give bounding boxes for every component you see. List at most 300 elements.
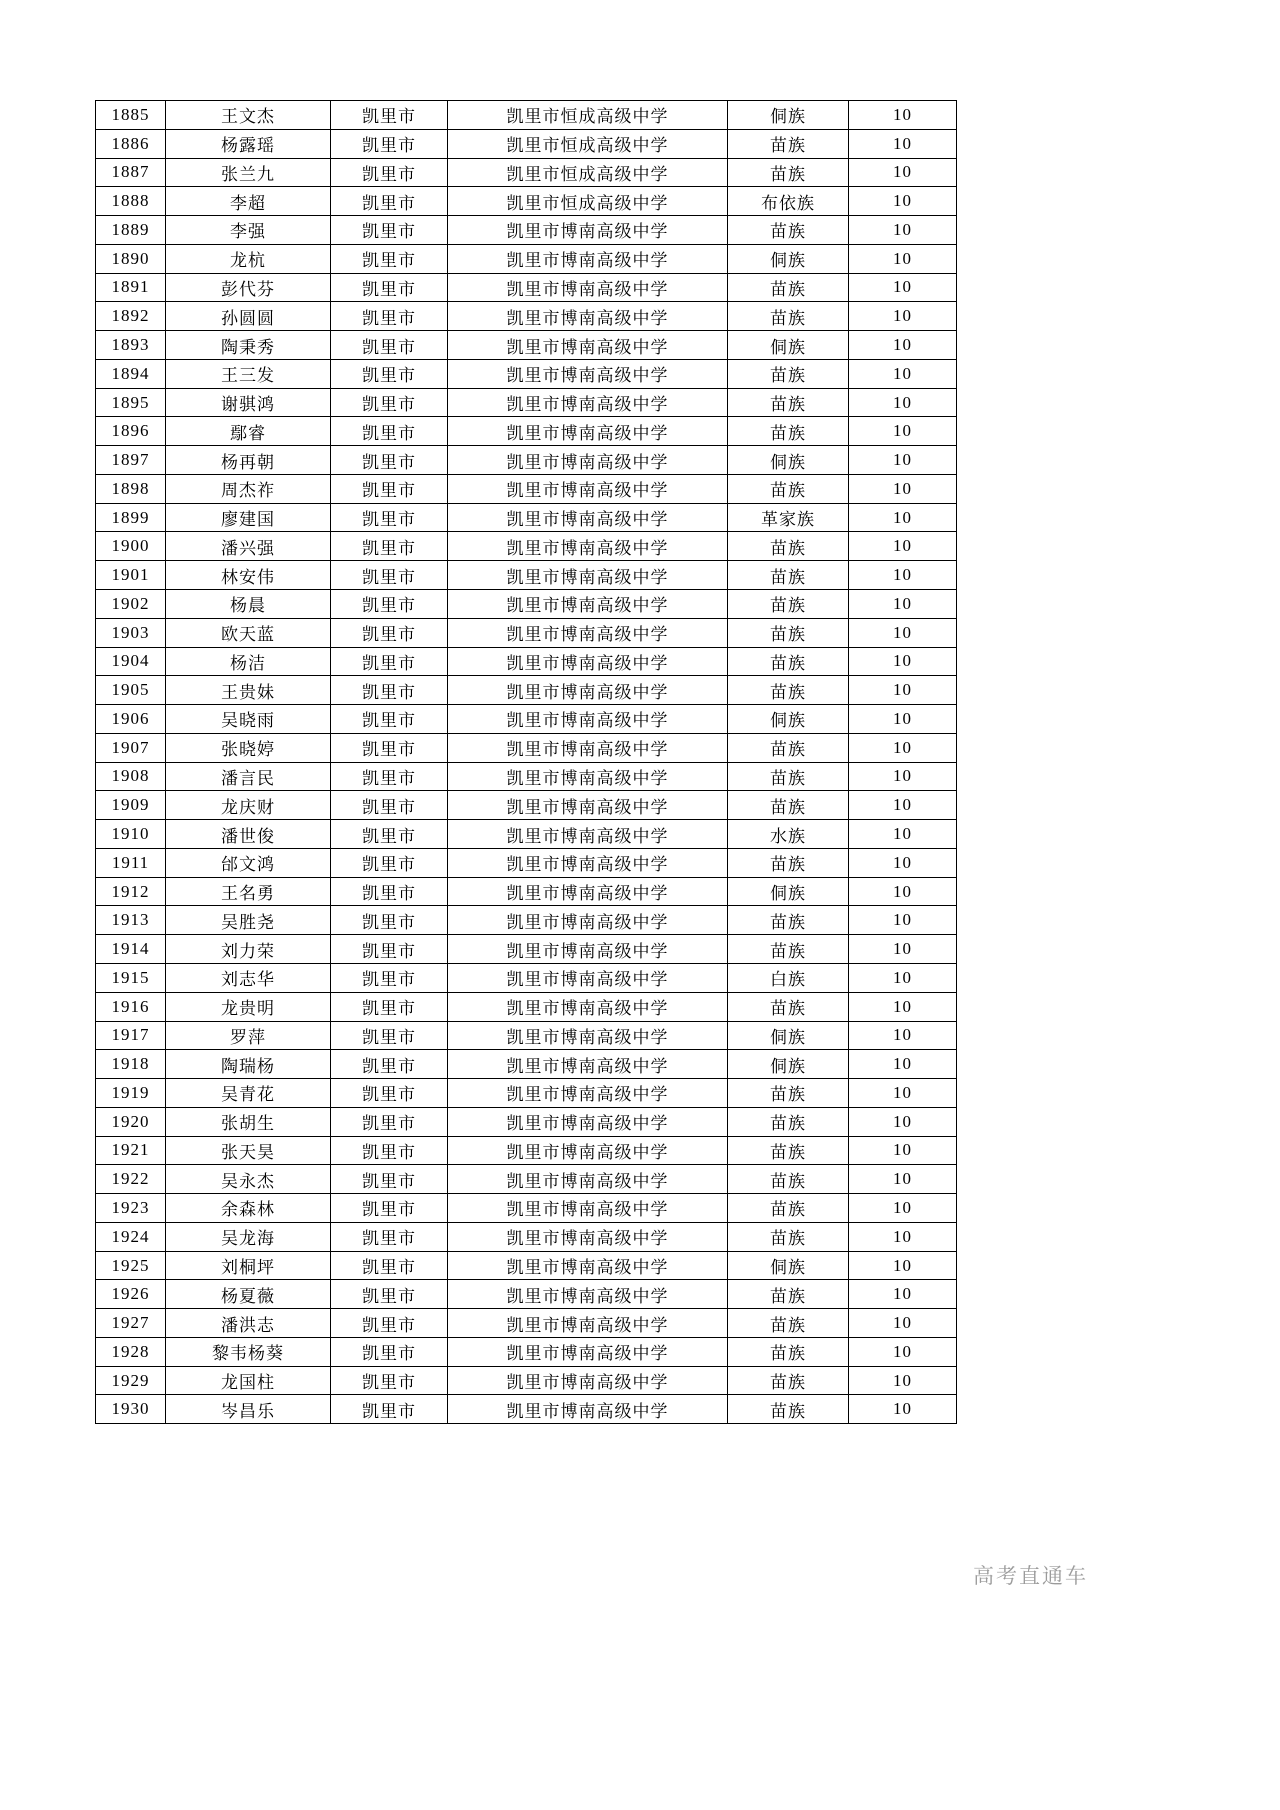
cell-id: 1894 [96,359,166,388]
table-row [96,302,957,331]
cell-name: 张兰九 [166,158,331,187]
table-row [96,1337,957,1366]
cell-ethnicity: 苗族 [728,762,849,791]
cell-ethnicity: 苗族 [728,129,849,158]
cell-name: 吴龙海 [166,1222,331,1251]
cell-name: 吴胜尧 [166,906,331,935]
table-row [96,1395,957,1424]
cell-id: 1904 [96,647,166,676]
table-row [96,446,957,475]
cell-score: 10 [849,158,957,187]
cell-ethnicity: 苗族 [728,1194,849,1223]
cell-city: 凯里市 [331,359,448,388]
cell-school: 凯里市博南高级中学 [448,417,728,446]
table-row [96,1021,957,1050]
cell-school: 凯里市博南高级中学 [448,1222,728,1251]
cell-ethnicity: 苗族 [728,417,849,446]
cell-score: 10 [849,1395,957,1424]
cell-ethnicity: 苗族 [728,302,849,331]
cell-id: 1916 [96,992,166,1021]
cell-ethnicity: 苗族 [728,273,849,302]
cell-id: 1915 [96,963,166,992]
table-row [96,590,957,619]
cell-id: 1930 [96,1395,166,1424]
cell-score: 10 [849,963,957,992]
cell-school: 凯里市博南高级中学 [448,762,728,791]
cell-score: 10 [849,733,957,762]
cell-id: 1912 [96,877,166,906]
cell-ethnicity: 革家族 [728,503,849,532]
cell-city: 凯里市 [331,935,448,964]
table-row [96,187,957,216]
cell-city: 凯里市 [331,1165,448,1194]
table-row [96,244,957,273]
cell-id: 1905 [96,676,166,705]
student-table-body [96,101,957,1424]
cell-city: 凯里市 [331,417,448,446]
cell-ethnicity: 苗族 [728,1309,849,1338]
cell-school: 凯里市恒成高级中学 [448,158,728,187]
cell-score: 10 [849,503,957,532]
cell-name: 龙庆财 [166,791,331,820]
cell-score: 10 [849,561,957,590]
cell-city: 凯里市 [331,302,448,331]
cell-score: 10 [849,676,957,705]
cell-id: 1897 [96,446,166,475]
cell-school: 凯里市博南高级中学 [448,820,728,849]
cell-score: 10 [849,647,957,676]
cell-ethnicity: 苗族 [728,1366,849,1395]
table-row [96,1136,957,1165]
cell-school: 凯里市博南高级中学 [448,1050,728,1079]
cell-name: 龙杭 [166,244,331,273]
cell-id: 1896 [96,417,166,446]
cell-city: 凯里市 [331,791,448,820]
cell-id: 1909 [96,791,166,820]
table-row [96,1366,957,1395]
cell-name: 陶秉秀 [166,331,331,360]
table-row [96,848,957,877]
table-row [96,791,957,820]
cell-id: 1893 [96,331,166,360]
cell-score: 10 [849,417,957,446]
cell-city: 凯里市 [331,503,448,532]
cell-score: 10 [849,1309,957,1338]
cell-ethnicity: 苗族 [728,906,849,935]
cell-school: 凯里市博南高级中学 [448,733,728,762]
cell-name: 彭代芬 [166,273,331,302]
cell-school: 凯里市博南高级中学 [448,1337,728,1366]
cell-score: 10 [849,1050,957,1079]
cell-score: 10 [849,101,957,130]
cell-ethnicity: 苗族 [728,1395,849,1424]
cell-score: 10 [849,244,957,273]
cell-city: 凯里市 [331,963,448,992]
cell-name: 刘志华 [166,963,331,992]
cell-city: 凯里市 [331,618,448,647]
cell-name: 鄢睿 [166,417,331,446]
cell-score: 10 [849,590,957,619]
cell-city: 凯里市 [331,705,448,734]
cell-name: 李超 [166,187,331,216]
cell-ethnicity: 苗族 [728,158,849,187]
table-row [96,561,957,590]
cell-school: 凯里市博南高级中学 [448,302,728,331]
cell-name: 潘洪志 [166,1309,331,1338]
cell-id: 1918 [96,1050,166,1079]
cell-city: 凯里市 [331,1021,448,1050]
cell-school: 凯里市博南高级中学 [448,1021,728,1050]
cell-ethnicity: 苗族 [728,590,849,619]
cell-ethnicity: 侗族 [728,446,849,475]
cell-ethnicity: 苗族 [728,216,849,245]
cell-name: 岑昌乐 [166,1395,331,1424]
cell-id: 1900 [96,532,166,561]
table-row [96,1222,957,1251]
cell-id: 1913 [96,906,166,935]
cell-school: 凯里市博南高级中学 [448,647,728,676]
cell-school: 凯里市博南高级中学 [448,877,728,906]
cell-score: 10 [849,331,957,360]
cell-name: 潘世俊 [166,820,331,849]
cell-score: 10 [849,618,957,647]
table-row [96,1309,957,1338]
cell-name: 谢骐鸿 [166,388,331,417]
cell-score: 10 [849,906,957,935]
cell-city: 凯里市 [331,590,448,619]
cell-name: 杨夏薇 [166,1280,331,1309]
cell-ethnicity: 苗族 [728,532,849,561]
cell-school: 凯里市博南高级中学 [448,1136,728,1165]
cell-score: 10 [849,1021,957,1050]
cell-name: 陶瑞杨 [166,1050,331,1079]
table-row [96,820,957,849]
table-row [96,1165,957,1194]
cell-id: 1902 [96,590,166,619]
cell-id: 1906 [96,705,166,734]
cell-city: 凯里市 [331,1395,448,1424]
cell-school: 凯里市博南高级中学 [448,273,728,302]
cell-id: 1911 [96,848,166,877]
cell-school: 凯里市博南高级中学 [448,216,728,245]
cell-city: 凯里市 [331,388,448,417]
cell-school: 凯里市博南高级中学 [448,906,728,935]
cell-school: 凯里市博南高级中学 [448,963,728,992]
cell-school: 凯里市博南高级中学 [448,705,728,734]
cell-school: 凯里市博南高级中学 [448,1079,728,1108]
cell-school: 凯里市恒成高级中学 [448,101,728,130]
cell-ethnicity: 苗族 [728,1136,849,1165]
cell-city: 凯里市 [331,1194,448,1223]
cell-city: 凯里市 [331,331,448,360]
cell-city: 凯里市 [331,1309,448,1338]
cell-score: 10 [849,1337,957,1366]
cell-score: 10 [849,992,957,1021]
cell-ethnicity: 苗族 [728,359,849,388]
cell-ethnicity: 苗族 [728,992,849,1021]
cell-school: 凯里市博南高级中学 [448,1309,728,1338]
cell-name: 杨再朝 [166,446,331,475]
cell-name: 廖建国 [166,503,331,532]
cell-ethnicity: 布依族 [728,187,849,216]
table-row [96,388,957,417]
cell-id: 1885 [96,101,166,130]
cell-city: 凯里市 [331,647,448,676]
cell-score: 10 [849,705,957,734]
table-row [96,676,957,705]
cell-school: 凯里市博南高级中学 [448,992,728,1021]
table-row [96,1107,957,1136]
cell-id: 1914 [96,935,166,964]
cell-school: 凯里市博南高级中学 [448,1194,728,1223]
cell-school: 凯里市博南高级中学 [448,1395,728,1424]
cell-score: 10 [849,1222,957,1251]
cell-ethnicity: 苗族 [728,1337,849,1366]
cell-name: 周杰祚 [166,474,331,503]
cell-score: 10 [849,302,957,331]
table-row [96,359,957,388]
cell-score: 10 [849,1136,957,1165]
cell-city: 凯里市 [331,187,448,216]
cell-ethnicity: 苗族 [728,676,849,705]
cell-id: 1919 [96,1079,166,1108]
cell-city: 凯里市 [331,1222,448,1251]
cell-id: 1910 [96,820,166,849]
cell-id: 1907 [96,733,166,762]
table-row [96,733,957,762]
cell-name: 张晓婷 [166,733,331,762]
cell-city: 凯里市 [331,848,448,877]
cell-name: 欧天蓝 [166,618,331,647]
cell-id: 1928 [96,1337,166,1366]
cell-city: 凯里市 [331,1107,448,1136]
cell-school: 凯里市博南高级中学 [448,532,728,561]
cell-school: 凯里市博南高级中学 [448,1280,728,1309]
table-row [96,935,957,964]
cell-name: 吴永杰 [166,1165,331,1194]
cell-score: 10 [849,935,957,964]
cell-score: 10 [849,446,957,475]
cell-id: 1927 [96,1309,166,1338]
cell-city: 凯里市 [331,474,448,503]
cell-id: 1920 [96,1107,166,1136]
cell-ethnicity: 侗族 [728,244,849,273]
table-row [96,216,957,245]
cell-name: 吴晓雨 [166,705,331,734]
cell-score: 10 [849,1251,957,1280]
cell-ethnicity: 苗族 [728,791,849,820]
cell-city: 凯里市 [331,676,448,705]
cell-id: 1922 [96,1165,166,1194]
cell-id: 1898 [96,474,166,503]
cell-ethnicity: 侗族 [728,877,849,906]
cell-city: 凯里市 [331,1050,448,1079]
table-row [96,129,957,158]
cell-city: 凯里市 [331,561,448,590]
cell-ethnicity: 苗族 [728,1165,849,1194]
cell-id: 1895 [96,388,166,417]
cell-school: 凯里市博南高级中学 [448,388,728,417]
cell-ethnicity: 水族 [728,820,849,849]
cell-score: 10 [849,1194,957,1223]
cell-id: 1903 [96,618,166,647]
cell-city: 凯里市 [331,273,448,302]
cell-score: 10 [849,1165,957,1194]
table-row [96,503,957,532]
cell-id: 1923 [96,1194,166,1223]
watermark-text: 高考直通车 [973,1565,1088,1588]
cell-ethnicity: 苗族 [728,935,849,964]
cell-school: 凯里市博南高级中学 [448,1366,728,1395]
cell-school: 凯里市恒成高级中学 [448,129,728,158]
cell-name: 余森林 [166,1194,331,1223]
cell-city: 凯里市 [331,877,448,906]
cell-school: 凯里市博南高级中学 [448,848,728,877]
cell-score: 10 [849,820,957,849]
cell-id: 1889 [96,216,166,245]
cell-id: 1929 [96,1366,166,1395]
cell-id: 1892 [96,302,166,331]
cell-id: 1888 [96,187,166,216]
cell-city: 凯里市 [331,129,448,158]
table-row [96,101,957,130]
table-row [96,1079,957,1108]
cell-city: 凯里市 [331,1337,448,1366]
cell-city: 凯里市 [331,906,448,935]
table-row [96,705,957,734]
cell-ethnicity: 苗族 [728,474,849,503]
cell-ethnicity: 苗族 [728,561,849,590]
cell-id: 1921 [96,1136,166,1165]
table-row [96,647,957,676]
cell-score: 10 [849,532,957,561]
cell-city: 凯里市 [331,216,448,245]
cell-school: 凯里市博南高级中学 [448,590,728,619]
cell-school: 凯里市博南高级中学 [448,791,728,820]
cell-id: 1886 [96,129,166,158]
cell-score: 10 [849,1280,957,1309]
cell-ethnicity: 侗族 [728,705,849,734]
cell-city: 凯里市 [331,1280,448,1309]
cell-score: 10 [849,474,957,503]
table-row [96,1050,957,1079]
cell-ethnicity: 侗族 [728,101,849,130]
cell-score: 10 [849,877,957,906]
table-row [96,532,957,561]
cell-ethnicity: 白族 [728,963,849,992]
cell-city: 凯里市 [331,733,448,762]
cell-school: 凯里市恒成高级中学 [448,187,728,216]
cell-name: 杨晨 [166,590,331,619]
cell-name: 潘兴强 [166,532,331,561]
cell-ethnicity: 苗族 [728,1079,849,1108]
cell-city: 凯里市 [331,992,448,1021]
cell-id: 1890 [96,244,166,273]
cell-school: 凯里市博南高级中学 [448,244,728,273]
cell-city: 凯里市 [331,1366,448,1395]
cell-city: 凯里市 [331,101,448,130]
table-row [96,417,957,446]
cell-name: 黎韦杨葵 [166,1337,331,1366]
cell-id: 1917 [96,1021,166,1050]
cell-school: 凯里市博南高级中学 [448,331,728,360]
cell-score: 10 [849,273,957,302]
table-row [96,906,957,935]
cell-id: 1899 [96,503,166,532]
student-table [95,100,957,1424]
cell-score: 10 [849,791,957,820]
cell-city: 凯里市 [331,1136,448,1165]
cell-name: 孙圆圆 [166,302,331,331]
cell-score: 10 [849,187,957,216]
cell-name: 罗萍 [166,1021,331,1050]
cell-score: 10 [849,359,957,388]
cell-ethnicity: 苗族 [728,388,849,417]
cell-name: 张胡生 [166,1107,331,1136]
cell-name: 林安伟 [166,561,331,590]
cell-ethnicity: 苗族 [728,1222,849,1251]
cell-ethnicity: 侗族 [728,1021,849,1050]
cell-score: 10 [849,129,957,158]
cell-ethnicity: 苗族 [728,618,849,647]
cell-name: 王三发 [166,359,331,388]
table-row [96,331,957,360]
cell-ethnicity: 苗族 [728,647,849,676]
cell-school: 凯里市博南高级中学 [448,1165,728,1194]
cell-id: 1887 [96,158,166,187]
cell-name: 潘言民 [166,762,331,791]
cell-ethnicity: 苗族 [728,848,849,877]
cell-score: 10 [849,1107,957,1136]
cell-school: 凯里市博南高级中学 [448,618,728,647]
cell-school: 凯里市博南高级中学 [448,935,728,964]
cell-city: 凯里市 [331,158,448,187]
cell-id: 1925 [96,1251,166,1280]
cell-ethnicity: 苗族 [728,733,849,762]
table-row [96,474,957,503]
cell-name: 张天昊 [166,1136,331,1165]
cell-school: 凯里市博南高级中学 [448,561,728,590]
cell-name: 王名勇 [166,877,331,906]
cell-ethnicity: 侗族 [728,331,849,360]
table-row [96,158,957,187]
cell-score: 10 [849,388,957,417]
cell-ethnicity: 苗族 [728,1280,849,1309]
cell-id: 1926 [96,1280,166,1309]
cell-name: 刘桐坪 [166,1251,331,1280]
cell-ethnicity: 苗族 [728,1107,849,1136]
cell-city: 凯里市 [331,820,448,849]
cell-city: 凯里市 [331,244,448,273]
cell-school: 凯里市博南高级中学 [448,1107,728,1136]
student-table-container [95,100,956,1424]
cell-school: 凯里市博南高级中学 [448,474,728,503]
cell-score: 10 [849,1366,957,1395]
cell-school: 凯里市博南高级中学 [448,1251,728,1280]
table-row [96,762,957,791]
cell-school: 凯里市博南高级中学 [448,676,728,705]
cell-id: 1901 [96,561,166,590]
table-row [96,1251,957,1280]
cell-name: 龙国柱 [166,1366,331,1395]
cell-name: 邰文鸿 [166,848,331,877]
cell-city: 凯里市 [331,1079,448,1108]
cell-name: 杨洁 [166,647,331,676]
cell-score: 10 [849,1079,957,1108]
cell-name: 王贵妹 [166,676,331,705]
cell-name: 杨露瑶 [166,129,331,158]
cell-score: 10 [849,848,957,877]
